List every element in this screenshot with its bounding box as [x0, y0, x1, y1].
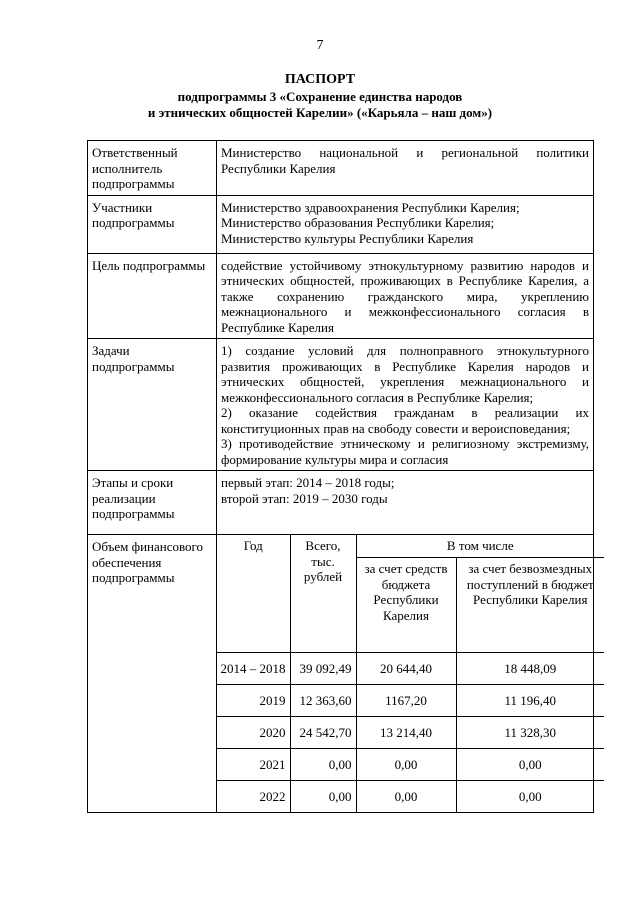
document-title: ПАСПОРТ: [284, 72, 356, 87]
row-tasks: [88, 339, 594, 471]
financing-label: Объем финансового обеспечения подпрограммы: [88, 535, 217, 813]
financing-total: 12 363,60: [290, 685, 356, 717]
financing-table: [217, 535, 604, 812]
stage-item: второй этап: 2019 – 2030 годы: [221, 490, 388, 506]
participant-item: Министерство культуры Республики Карелия: [221, 230, 474, 246]
financing-gratuitous: 0,00: [456, 749, 604, 781]
financing-year: 2019: [217, 685, 290, 717]
subtitle-line-1: подпрограммы 3 «Сохранение единства народов: [177, 89, 463, 104]
financing-row: [217, 653, 604, 685]
financing-budget: 13 214,40: [356, 717, 456, 749]
participants-label: Участники подпрограммы: [88, 195, 217, 253]
stage-item: первый этап: 2014 – 2018 годы;: [221, 475, 395, 490]
row-financing: [88, 535, 594, 813]
financing-row: [217, 781, 604, 813]
financing-gratuitous: 0,00: [456, 781, 604, 813]
financing-year: 2020: [217, 717, 290, 749]
tasks-value: [217, 339, 594, 471]
financing-budget: 0,00: [356, 749, 456, 781]
financing-total: 39 092,49: [290, 653, 356, 685]
financing-row: [217, 685, 604, 717]
participant-item: Министерство здравоохранения Республики Карелия;: [221, 199, 520, 215]
stages-label: Этапы и сроки реализации подпрограммы: [88, 471, 217, 535]
stages-value: [217, 471, 594, 535]
financing-row: [217, 749, 604, 781]
financing-gratuitous: 11 196,40: [456, 685, 604, 717]
financing-gratuitous: 11 328,30: [456, 717, 604, 749]
header-budget: за счет средств бюджета Республики Карелия: [356, 558, 456, 653]
financing-row: [217, 717, 604, 749]
task-item: 1) создание условий для полноправного этнокультурного развития проживающих в Республике Карелия народов и этнических общностей, укрепления межнационального и межконфессионального согласия в Республике Карелия;: [221, 343, 589, 405]
financing-total: 0,00: [290, 749, 356, 781]
financing-budget: 1167,20: [356, 685, 456, 717]
responsible-value: Министерство национальной и региональной политики Республики Карелия: [217, 141, 594, 196]
financing-header-row: [217, 535, 604, 558]
tasks-label: Задачи подпрограммы: [88, 339, 217, 471]
page-number: 7: [316, 38, 324, 53]
document-subtitle: [0, 89, 640, 121]
row-stages: [88, 471, 594, 535]
header-total: Всего, тыс. рублей: [290, 535, 356, 653]
responsible-label: Ответственный исполнитель подпрограммы: [88, 141, 217, 196]
row-goal: [88, 253, 594, 339]
passport-table: [87, 140, 594, 813]
financing-cell: [217, 535, 594, 813]
financing-total: 24 542,70: [290, 717, 356, 749]
financing-year: 2022: [217, 781, 290, 813]
row-responsible: [88, 141, 594, 196]
task-item: 3) противодействие этническому и религиозному экстремизму, формирование культуры мира и согласия: [221, 436, 589, 467]
participants-value: [217, 195, 594, 253]
financing-budget: 20 644,40: [356, 653, 456, 685]
subtitle-line-2: и этнических общностей Карелии» («Карьяла – наш дом»): [147, 105, 493, 120]
header-year: Год: [217, 535, 290, 653]
financing-year: 2014 – 2018: [217, 653, 290, 685]
row-participants: [88, 195, 594, 253]
header-including: В том числе: [356, 535, 604, 558]
financing-budget: 0,00: [356, 781, 456, 813]
goal-label: Цель подпрограммы: [88, 253, 217, 339]
goal-value: содействие устойчивому этнокультурному развитию народов и этнических общностей, проживающих в Республике Карелия, а также сохранению гражданского мира, укреплению межнационального и межконфессионального согласия в Республике Карелия: [217, 253, 594, 339]
participant-item: Министерство образования Республики Карелия;: [221, 215, 495, 230]
financing-gratuitous: 18 448,09: [456, 653, 604, 685]
task-item: 2) оказание содействия гражданам в реализации их конституционных прав на свободу совести и вероисповедания;: [221, 405, 589, 436]
financing-year: 2021: [217, 749, 290, 781]
financing-total: 0,00: [290, 781, 356, 813]
header-gratuitous: за счет безвозмездных поступлений в бюджет Республики Карелия: [456, 558, 604, 653]
